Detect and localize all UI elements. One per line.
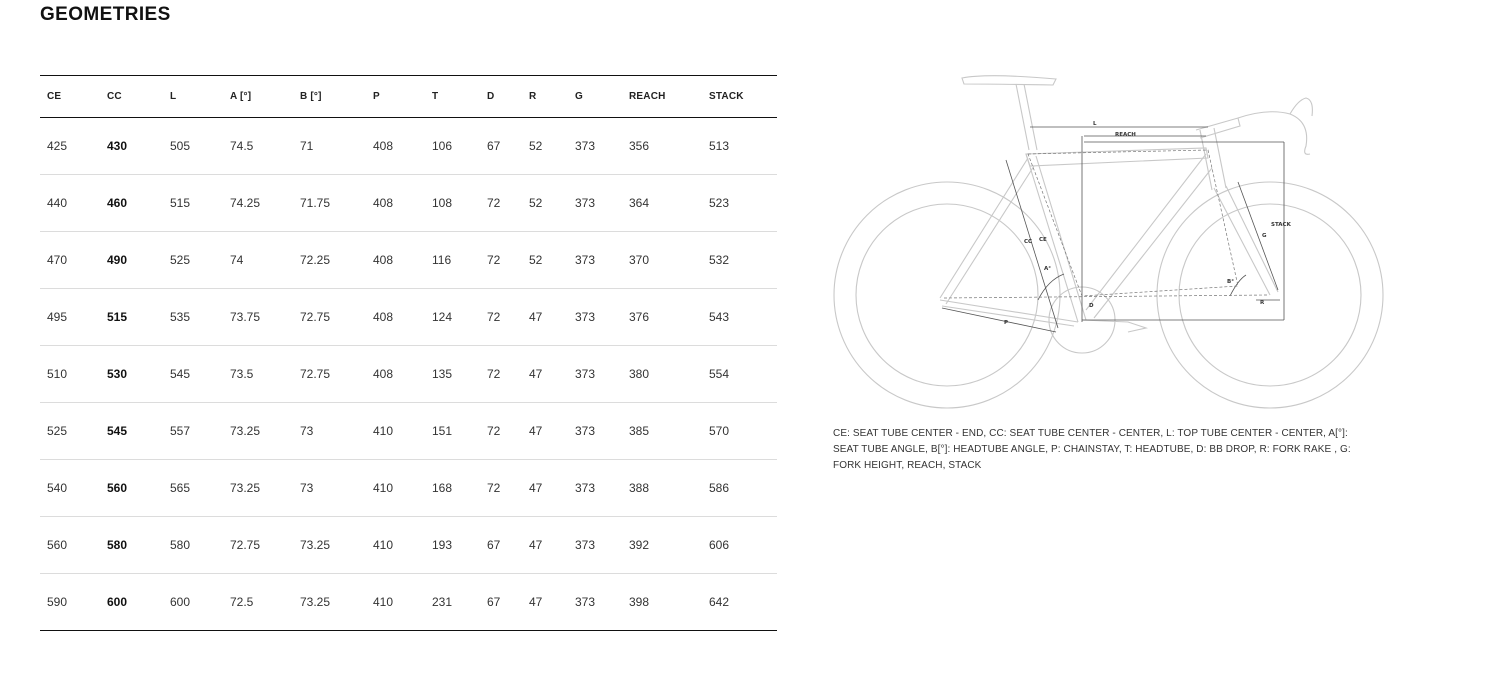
table-cell: 47 (522, 517, 568, 574)
table-cell: 525 (40, 403, 100, 460)
table-cell: 398 (622, 574, 702, 631)
table-cell: 586 (702, 460, 777, 517)
table-cell: 532 (702, 232, 777, 289)
table-cell: 425 (40, 118, 100, 175)
table-cell: 408 (366, 346, 425, 403)
table-cell: 505 (163, 118, 223, 175)
table-cell: 47 (522, 460, 568, 517)
table-cell: 52 (522, 175, 568, 232)
fork (1214, 186, 1278, 295)
column-header-l: L (163, 76, 223, 118)
column-header-b: B [°] (293, 76, 366, 118)
table-cell: 513 (702, 118, 777, 175)
label-l: L (1093, 121, 1097, 127)
label-reach: REACH (1115, 132, 1136, 138)
table-row (40, 346, 777, 403)
table-cell: 116 (425, 232, 480, 289)
column-header-g: G (568, 76, 622, 118)
label-cc: CC (1024, 239, 1033, 245)
table-cell: 71.75 (293, 175, 366, 232)
table-cell: 490 (100, 232, 163, 289)
table-cell: 545 (163, 346, 223, 403)
table-cell: 72 (480, 460, 522, 517)
geometry-caption: CE: SEAT TUBE CENTER - END, CC: SEAT TUBE CENTER - CENTER, L: TOP TUBE CENTER - CENTER, A[°]: SEAT TUBE ANGLE, B[°]: HEADTUBE ANGLE, P: CHAINSTAY, T: HEADTUBE, D: BB DROP, R: FORK RAKE , G: FORK HEIGHT, REACH, STACK (833, 428, 1351, 471)
table-cell: 408 (366, 175, 425, 232)
label-g: G (1262, 233, 1267, 239)
table-row (40, 289, 777, 346)
column-header-t: T (425, 76, 480, 118)
table-cell: 72 (480, 175, 522, 232)
table-cell: 515 (100, 289, 163, 346)
seatpost (1016, 84, 1037, 150)
label-b: B° (1227, 279, 1234, 285)
table-cell: 73.25 (293, 517, 366, 574)
table-cell: 388 (622, 460, 702, 517)
g-dimension-line (1238, 182, 1278, 290)
table-cell: 72 (480, 403, 522, 460)
table-cell: 52 (522, 232, 568, 289)
saddle (962, 76, 1056, 85)
table-cell: 370 (622, 232, 702, 289)
table-cell: 543 (702, 289, 777, 346)
table-cell: 72 (480, 289, 522, 346)
label-d: D (1089, 303, 1094, 309)
table-cell: 606 (702, 517, 777, 574)
table-cell: 47 (522, 289, 568, 346)
table-cell: 231 (425, 574, 480, 631)
label-ce: CE (1039, 237, 1047, 243)
table-cell: 410 (366, 403, 425, 460)
table-cell: 73.25 (293, 574, 366, 631)
column-header-reach: REACH (622, 76, 702, 118)
table-cell: 560 (100, 460, 163, 517)
column-header-r: R (522, 76, 568, 118)
table-cell: 523 (702, 175, 777, 232)
table-cell: 376 (622, 289, 702, 346)
table-cell: 168 (425, 460, 480, 517)
table-cell: 380 (622, 346, 702, 403)
column-header-p: P (366, 76, 425, 118)
seat-stay (940, 158, 1034, 304)
table-header-row (40, 76, 777, 118)
table-cell: 580 (163, 517, 223, 574)
table-cell: 106 (425, 118, 480, 175)
table-cell: 410 (366, 517, 425, 574)
table-cell: 108 (425, 175, 480, 232)
table-row (40, 403, 777, 460)
table-cell: 72 (480, 346, 522, 403)
rear-wheel-outer (834, 182, 1060, 408)
dashed-frame-line (1028, 150, 1238, 296)
table-cell: 510 (40, 346, 100, 403)
column-header-cc: CC (100, 76, 163, 118)
table-cell: 540 (40, 460, 100, 517)
table-cell: 590 (40, 574, 100, 631)
label-stack: STACK (1271, 222, 1291, 228)
table-cell: 124 (425, 289, 480, 346)
table-cell: 71 (293, 118, 366, 175)
table-cell: 410 (366, 460, 425, 517)
bike-geometry-diagram (828, 70, 1388, 415)
table-cell: 47 (522, 346, 568, 403)
table-cell: 373 (568, 403, 622, 460)
label-p: P (1004, 320, 1009, 326)
table-cell: 47 (522, 574, 568, 631)
table-cell: 373 (568, 460, 622, 517)
table-cell: 73.5 (223, 346, 293, 403)
column-header-a: A [°] (223, 76, 293, 118)
table-cell: 440 (40, 175, 100, 232)
table-cell: 72.25 (293, 232, 366, 289)
table-cell: 545 (100, 403, 163, 460)
table-cell: 373 (568, 289, 622, 346)
table-cell: 408 (366, 289, 425, 346)
table-cell: 135 (425, 346, 480, 403)
column-header-ce: CE (40, 76, 100, 118)
table-row (40, 118, 777, 175)
table-cell: 460 (100, 175, 163, 232)
table-row (40, 175, 777, 232)
table-cell: 530 (100, 346, 163, 403)
table-cell: 72 (480, 232, 522, 289)
rear-wheel-inner (856, 204, 1038, 386)
table-cell: 470 (40, 232, 100, 289)
table-cell: 67 (480, 517, 522, 574)
table-cell: 557 (163, 403, 223, 460)
table-cell: 525 (163, 232, 223, 289)
table-cell: 600 (163, 574, 223, 631)
table-cell: 364 (622, 175, 702, 232)
table-cell: 373 (568, 232, 622, 289)
table-cell: 74.25 (223, 175, 293, 232)
table-cell: 373 (568, 175, 622, 232)
table-cell: 373 (568, 118, 622, 175)
table-cell: 535 (163, 289, 223, 346)
table-cell: 73.25 (223, 460, 293, 517)
table-cell: 52 (522, 118, 568, 175)
table-cell: 74 (223, 232, 293, 289)
p-dimension-line (942, 308, 1056, 332)
table-cell: 356 (622, 118, 702, 175)
stem (1196, 118, 1240, 138)
down-tube (1086, 154, 1212, 318)
table-cell: 72.75 (223, 517, 293, 574)
column-header-d: D (480, 76, 522, 118)
table-row (40, 460, 777, 517)
label-a: A° (1044, 266, 1052, 272)
handlebar (1238, 98, 1312, 154)
table-cell: 408 (366, 118, 425, 175)
table-cell: 72.5 (223, 574, 293, 631)
table-cell: 410 (366, 574, 425, 631)
table-cell: 151 (425, 403, 480, 460)
column-header-stack: STACK (702, 76, 777, 118)
table-cell: 570 (702, 403, 777, 460)
table-row (40, 517, 777, 574)
table-cell: 47 (522, 403, 568, 460)
table-cell: 73 (293, 403, 366, 460)
table-cell: 193 (425, 517, 480, 574)
table-cell: 392 (622, 517, 702, 574)
table-cell: 560 (40, 517, 100, 574)
table-cell: 73 (293, 460, 366, 517)
table-cell: 515 (163, 175, 223, 232)
table-cell: 600 (100, 574, 163, 631)
table-cell: 67 (480, 118, 522, 175)
table-cell: 430 (100, 118, 163, 175)
table-cell: 72.75 (293, 346, 366, 403)
table-cell: 408 (366, 232, 425, 289)
table-cell: 554 (702, 346, 777, 403)
table-cell: 385 (622, 403, 702, 460)
page-title: GEOMETRIES (40, 4, 171, 25)
table-row (40, 574, 777, 631)
table-cell: 580 (100, 517, 163, 574)
table-cell: 72.75 (293, 289, 366, 346)
table-cell: 642 (702, 574, 777, 631)
table-cell: 67 (480, 574, 522, 631)
table-cell: 73.75 (223, 289, 293, 346)
table-cell: 373 (568, 517, 622, 574)
table-cell: 495 (40, 289, 100, 346)
table-cell: 373 (568, 574, 622, 631)
table-cell: 373 (568, 346, 622, 403)
geometry-table (40, 75, 777, 631)
table-cell: 565 (163, 460, 223, 517)
table-cell: 73.25 (223, 403, 293, 460)
label-r: R (1260, 300, 1265, 306)
table-cell: 74.5 (223, 118, 293, 175)
table-row (40, 232, 777, 289)
